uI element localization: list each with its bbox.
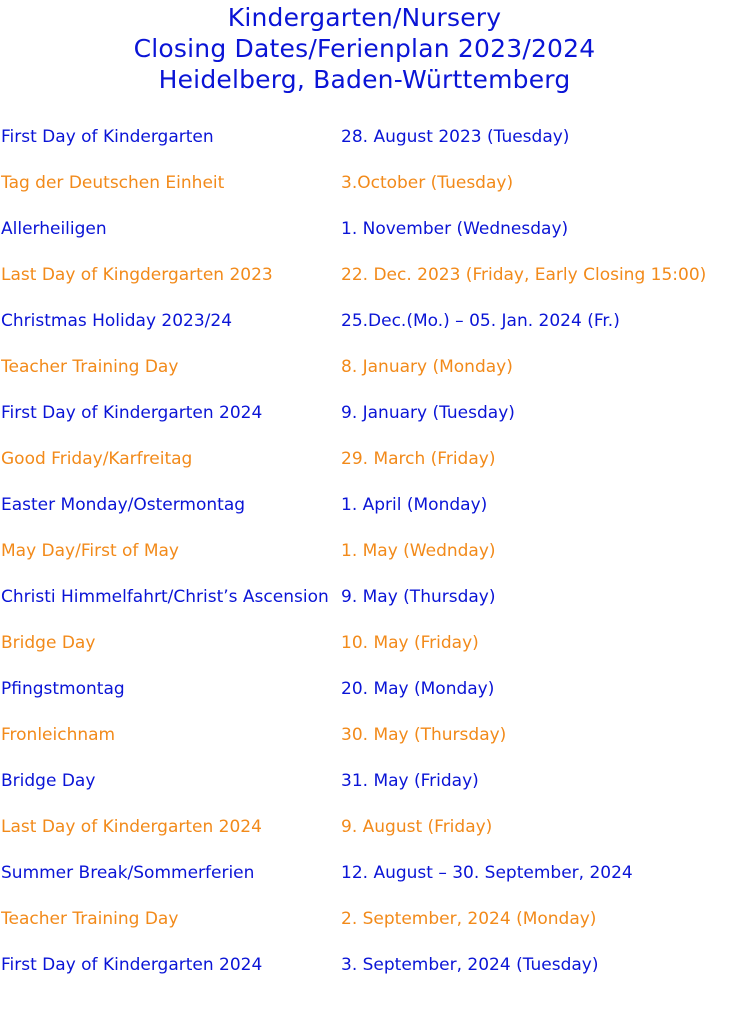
event-name: Allerheiligen — [1, 219, 107, 239]
event-name: Pfingstmontag — [1, 679, 125, 699]
list-item — [0, 399, 729, 445]
event-name: Easter Monday/Ostermontag — [1, 495, 246, 515]
event-name: Last Day of Kingdergarten 2023 — [1, 265, 273, 285]
event-date: 28. August 2023 (Tuesday) — [341, 127, 570, 147]
list-item — [0, 951, 729, 997]
event-name: First Day of Kindergarten 2024 — [1, 955, 263, 975]
event-name: Fronleichnam — [1, 725, 116, 745]
event-date: 20. May (Monday) — [341, 679, 495, 699]
event-date: 29. March (Friday) — [341, 449, 496, 469]
list-item — [0, 629, 729, 675]
event-name: Teacher Training Day — [1, 357, 179, 377]
event-date: 25.Dec.(Mo.) – 05. Jan. 2024 (Fr.) — [341, 311, 620, 331]
title-line-1: Kindergarten/Nursery — [227, 3, 502, 32]
event-date: 30. May (Thursday) — [341, 725, 507, 745]
event-date: 22. Dec. 2023 (Friday, Early Closing 15:00) — [341, 265, 707, 285]
event-name: Summer Break/Sommerferien — [1, 863, 255, 883]
list-item — [0, 445, 729, 491]
title-line-2: Closing Dates/Ferienplan 2023/2024 — [133, 34, 596, 63]
event-name: Bridge Day — [1, 633, 96, 653]
event-name: Christmas Holiday 2023/24 — [1, 311, 233, 331]
list-item — [0, 675, 729, 721]
event-name: First Day of Kindergarten 2024 — [1, 403, 263, 423]
event-name: Bridge Day — [1, 771, 96, 791]
list-item — [0, 721, 729, 767]
list-item — [0, 307, 729, 353]
event-name: First Day of Kindergarten — [1, 127, 214, 147]
event-date: 1. May (Wednday) — [341, 541, 496, 561]
event-date: 1. November (Wednesday) — [341, 219, 569, 239]
list-item — [0, 583, 729, 629]
event-date: 8. January (Monday) — [341, 357, 513, 377]
event-name: Tag der Deutschen Einheit — [1, 173, 225, 193]
event-name: Christi Himmelfahrt/Christ’s Ascension — [1, 587, 329, 607]
list-item — [0, 353, 729, 399]
event-date: 12. August – 30. September, 2024 — [341, 863, 633, 883]
list-item — [0, 169, 729, 215]
list-item — [0, 813, 729, 859]
closing-dates-list — [0, 123, 729, 997]
event-name: May Day/First of May — [1, 541, 179, 561]
event-name: Last Day of Kindergarten 2024 — [1, 817, 262, 837]
title-line-3: Heidelberg, Baden-Württemberg — [158, 65, 571, 94]
event-date: 3. September, 2024 (Tuesday) — [341, 955, 599, 975]
list-item — [0, 537, 729, 583]
list-item — [0, 261, 729, 307]
event-date: 10. May (Friday) — [341, 633, 479, 653]
event-name: Teacher Training Day — [1, 909, 179, 929]
event-date: 9. January (Tuesday) — [341, 403, 515, 423]
event-date: 31. May (Friday) — [341, 771, 479, 791]
event-date: 9. May (Thursday) — [341, 587, 496, 607]
list-item — [0, 123, 729, 169]
event-date: 2. September, 2024 (Monday) — [341, 909, 597, 929]
page-title — [0, 2, 729, 95]
list-item — [0, 859, 729, 905]
list-item — [0, 215, 729, 261]
list-item — [0, 767, 729, 813]
event-name: Good Friday/Karfreitag — [1, 449, 193, 469]
list-item — [0, 905, 729, 951]
list-item — [0, 491, 729, 537]
event-date: 3.October (Tuesday) — [341, 173, 514, 193]
event-date: 1. April (Monday) — [341, 495, 488, 515]
event-date: 9. August (Friday) — [341, 817, 493, 837]
